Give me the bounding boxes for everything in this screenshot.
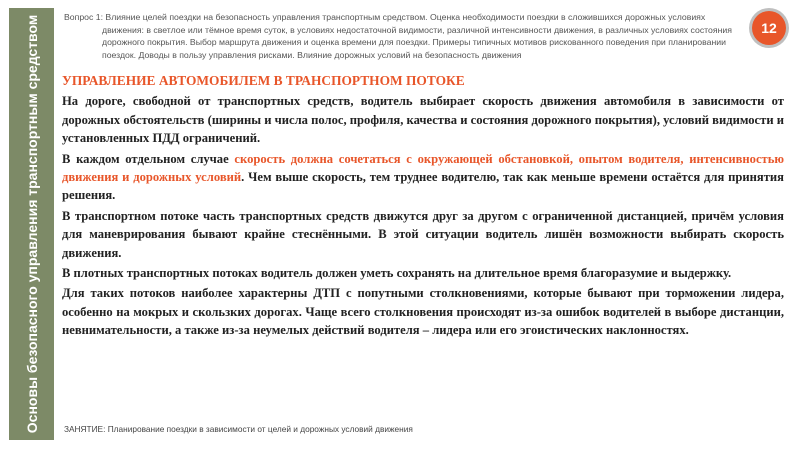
slide-number-badge: 12 xyxy=(752,11,786,45)
paragraph-2-highlight: скорость должна сочетаться с окружающей обстановкой, опытом водителя, интенсивностью движения и дорожных условий xyxy=(62,151,785,185)
footer-lesson: ЗАНЯТИЕ: Планирование поездки в зависимости от целей и дорожных условий движения xyxy=(64,424,413,434)
section-heading: УПРАВЛЕНИЕ АВТОМОБИЛЕМ В ТРАНСПОРТНОМ ПОТОКЕ xyxy=(62,73,465,88)
paragraph-2-start: В каждом отдельном случае xyxy=(62,151,235,166)
paragraph-5: Для таких потоков наиболее характерны ДТП с попутными столкновениями, которые бывают при торможении лидера, особенно на мокрых и скользких дорогах. Чаще всего столкновения происходят из-за ошибок водителей в выборе дистанции, невнимательности, а также из-за неумелых действий водителя – лидера или его эгоистических наклонностях. xyxy=(62,286,784,338)
paragraph-1: На дороге, свободной от транспортных средств, водитель выбирает скорость движения автомобиля в зависимости от дорожных обстоятельств (ширины и числа полос, профиля, качества и состояния дорожного покрытия), условий видимости и установленных ПДД ограничений. xyxy=(62,94,784,146)
question-header xyxy=(64,11,734,61)
sidebar xyxy=(9,8,54,440)
question-label: Вопрос 1: xyxy=(64,12,103,22)
paragraph-2 xyxy=(62,150,784,205)
paragraph-3: В транспортном потоке часть транспортных средств движутся друг за другом с ограниченной дистанцией, причём условия для маневрирования бывают крайне стеснёнными. В этой ситуации водитель лишён возможности выбирать скорость движения. xyxy=(62,208,784,260)
question-text: Влияние целей поездки на безопасность управления транспортным средством. Оценка необходимости поездки в сложившихся дорожных условиях движения: в светлое или тёмное время суток, в условиях недостаточной видимости, различной интенсивности движения, в различных условиях состояния дорожного покрытия. Выбор маршрута движения и оценка времени для поездки. Примеры типичных мотивов рискованного поведения при планировании поездок. Доводы в пользу управления рисками. Влияние дорожных условий на безопасность движения xyxy=(102,12,732,60)
paragraph-2-end: . Чем выше скорость, тем труднее водителю, так как меньше времени остаётся для принятия решения. xyxy=(62,170,784,203)
sidebar-title: Основы безопасного управления транспортным средством xyxy=(23,14,40,434)
paragraph-4: В плотных транспортных потоках водитель должен уметь сохранять на длительное время благоразумие и выдержку. xyxy=(62,266,732,281)
main-content xyxy=(62,72,784,342)
